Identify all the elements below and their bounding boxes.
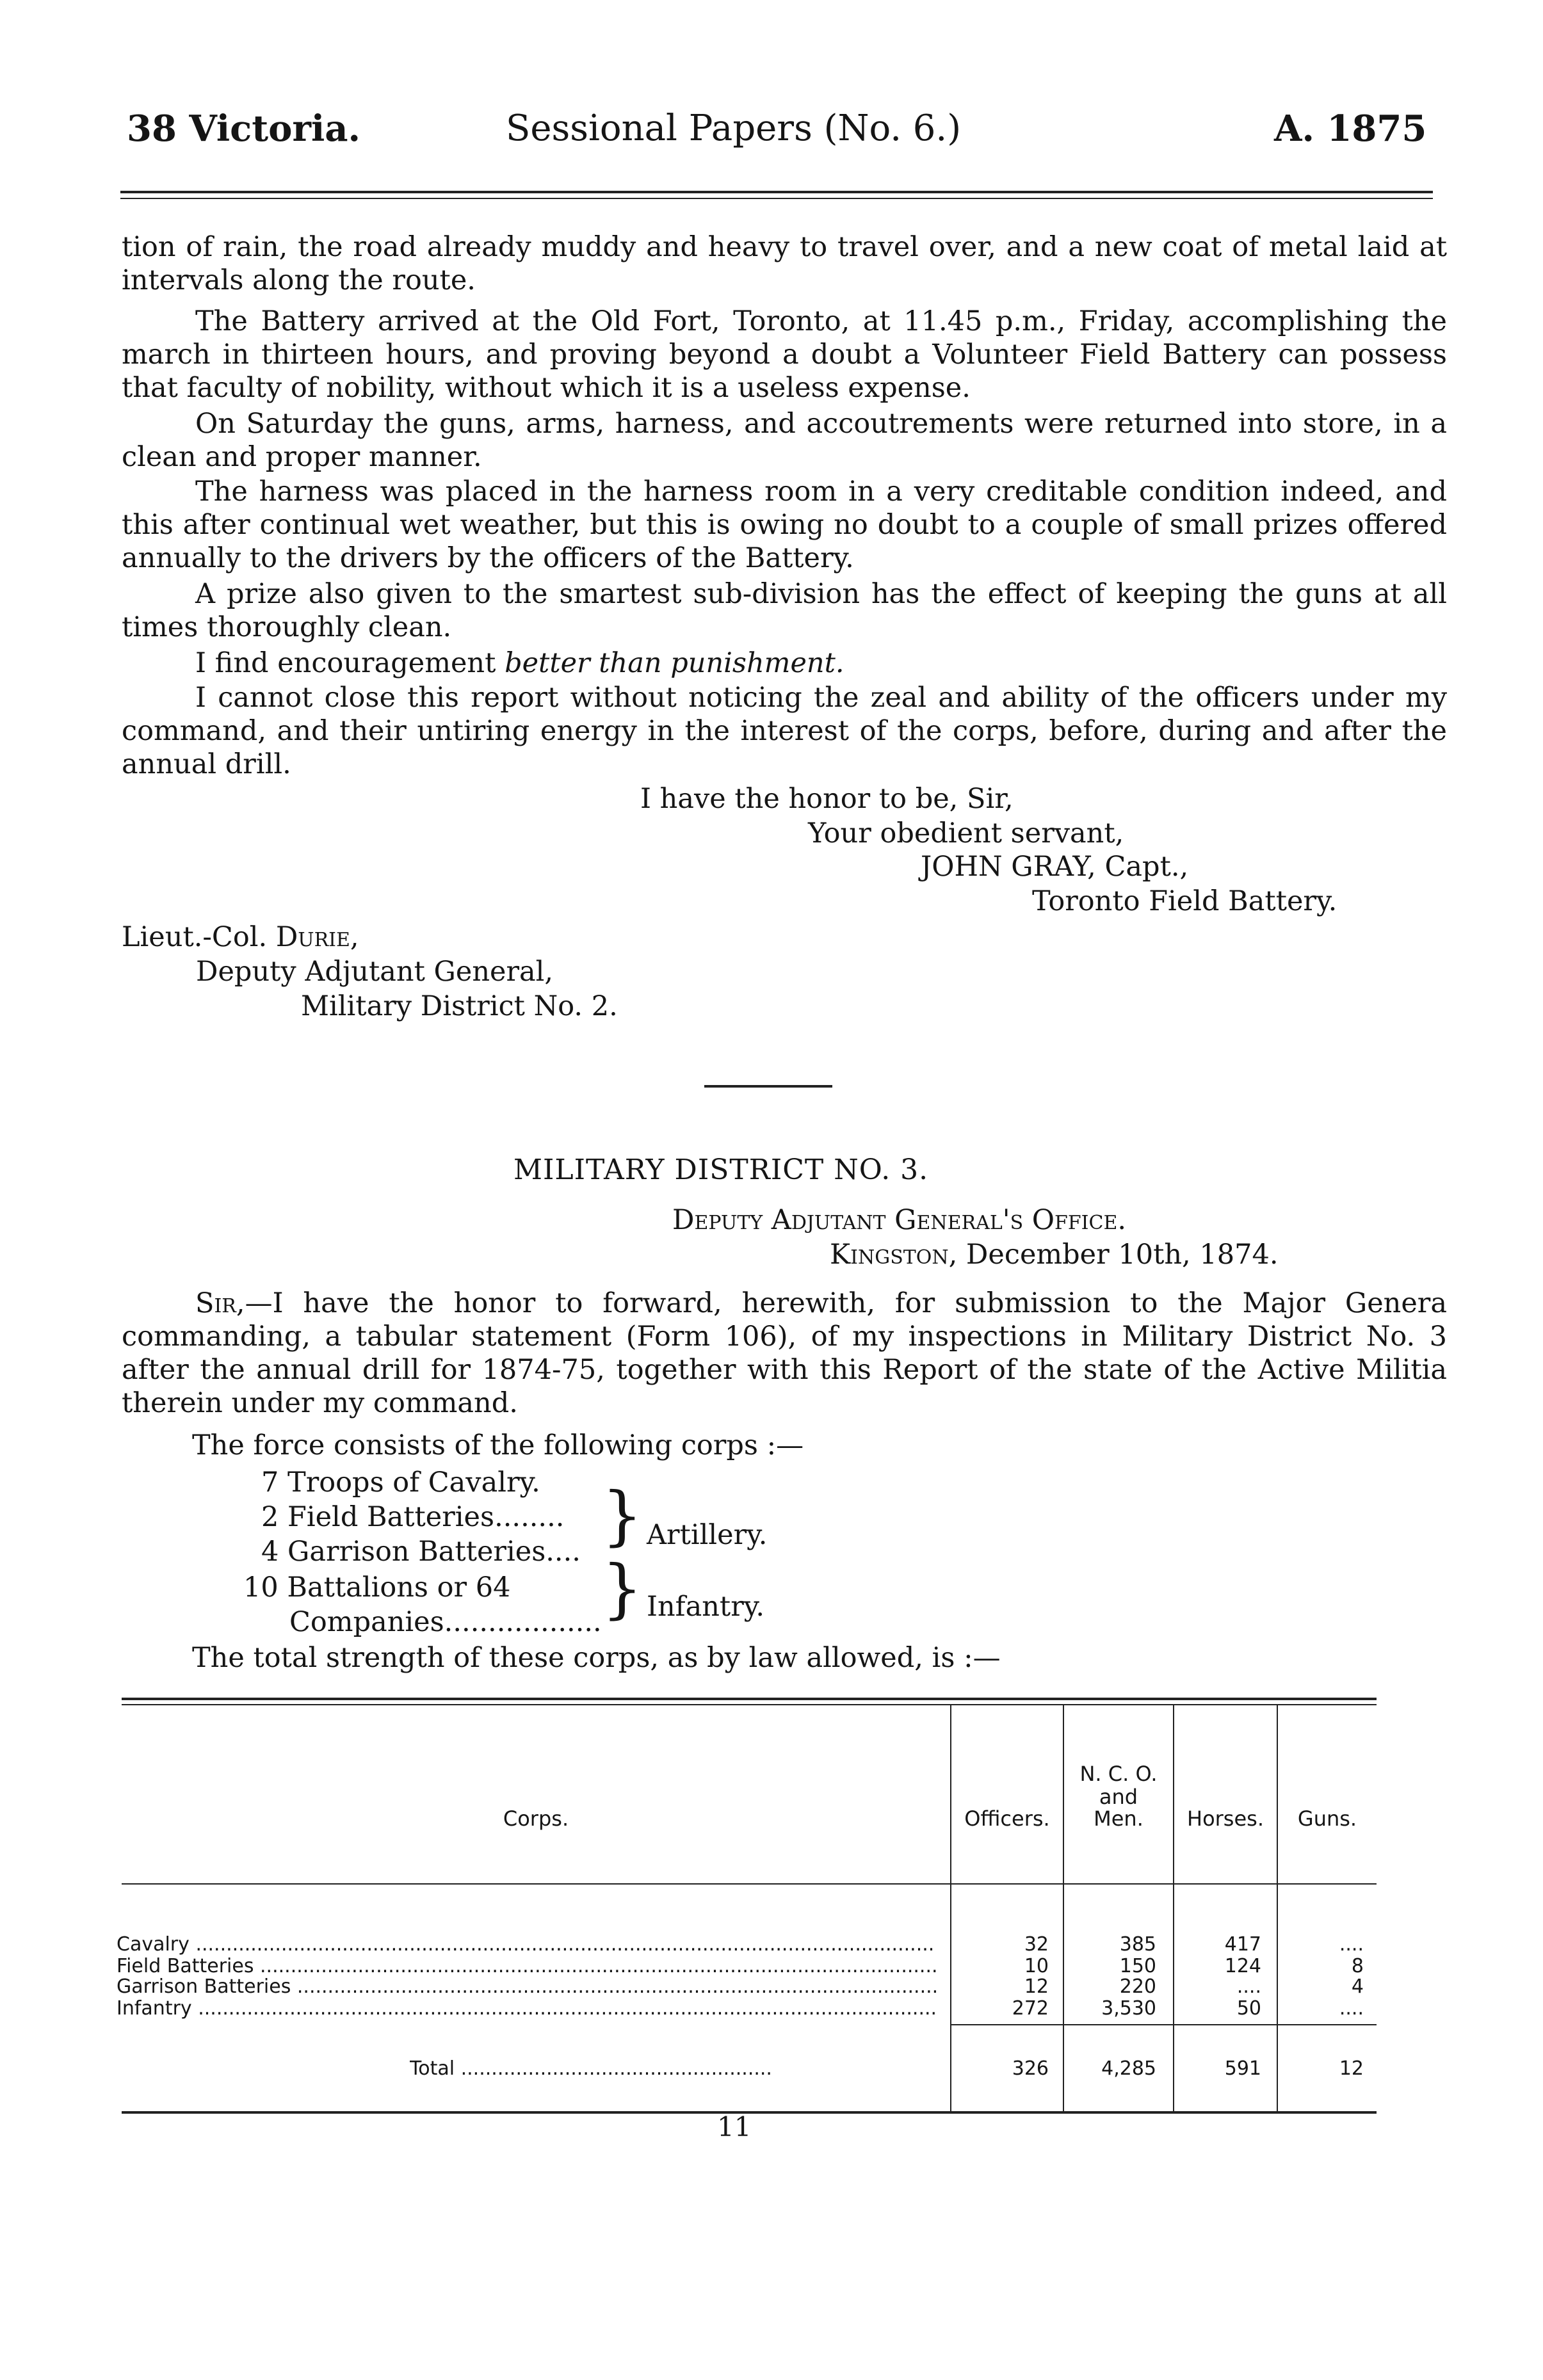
table-top-rule — [122, 1698, 1377, 1700]
corps-companies: Companies.................. — [289, 1606, 602, 1638]
signoff-honor: I have the honor to be, Sir, — [640, 783, 1014, 815]
corps-garrison-batteries: 4 Garrison Batteries.... — [261, 1536, 581, 1568]
addressee-surname: Durie, — [275, 921, 359, 953]
section-date: December 10th, 1874. — [957, 1239, 1279, 1271]
letter-paragraph-intro — [122, 1287, 1447, 1420]
paragraph-rain: tion of rain, the road already muddy and heavy to travel over, and a new coat of metal laid at intervals along the route. — [122, 231, 1447, 296]
addressee-name — [122, 921, 359, 954]
artillery-brace: } — [602, 1478, 643, 1553]
table-col-divider — [950, 1704, 951, 2111]
encouragement-italic: better than punishment. — [505, 647, 844, 679]
header-session: 38 Victoria. — [127, 108, 361, 150]
col-header-officers: Officers. — [964, 1806, 1050, 1831]
corps-artillery-label: Artillery. — [647, 1519, 768, 1551]
section-dateline — [830, 1238, 1278, 1271]
section-title: MILITARY DISTRICT NO. 3. — [513, 1154, 929, 1186]
table-cell-officers: 12 — [1024, 1975, 1049, 1998]
table-cell-guns: .... — [1339, 1997, 1364, 2020]
table-row-label: Garrison Batteries ..... — [117, 1977, 936, 1997]
table-top-rule-thin — [122, 1704, 1377, 1705]
corps-field-batteries: 2 Field Batteries........ — [261, 1501, 565, 1533]
table-total-label: Total ................................................... — [410, 2059, 772, 2079]
letter-intro-text: —I have the honor to forward, herewith, for submission to the Major Genera commanding, a tabular statement (Form 106), of my inspections in Military District No. 3 after the annual drill for 1874-75, together with this Report of the state of the Active Militia therein under my command. — [122, 1287, 1447, 1419]
letter-force-intro: The force consists of the following corps :— — [192, 1429, 804, 1461]
table-total-guns: 12 — [1339, 2057, 1364, 2080]
table-cell-nco: 385 — [1119, 1933, 1156, 1956]
total-label-text: Total — [410, 2059, 455, 2079]
table-total-officers: 326 — [1012, 2057, 1049, 2080]
corps-battalions: 10 Battalions or 64 — [243, 1572, 511, 1604]
table-cell-nco: 150 — [1119, 1955, 1156, 1977]
col-header-nco-2: and — [1099, 1785, 1138, 1809]
table-col-divider — [1173, 1704, 1174, 2111]
addressee-rank: Lieut.-Col. — [122, 921, 276, 953]
table-cell-nco: 3,530 — [1101, 1997, 1156, 2020]
paragraph-harness: The harness was placed in the harness room in a very creditable condition indeed, and this after continual wet weather, but this is owing no doubt to a couple of small prizes offered annually to the drivers by the officers of the Battery. — [122, 476, 1447, 574]
col-header-guns: Guns. — [1297, 1806, 1357, 1831]
table-cell-guns: .... — [1339, 1933, 1364, 1956]
paragraph-prize: A prize also given to the smartest sub-division has the effect of keeping the guns at all times thoroughly clean. — [122, 578, 1447, 643]
col-header-corps: Corps. — [503, 1806, 569, 1831]
header-rule — [120, 191, 1433, 193]
encouragement-text: I find encouragement — [195, 647, 505, 679]
corps-cavalry: 7 Troops of Cavalry. — [261, 1467, 540, 1499]
addressee-district: Military District No. 2. — [301, 990, 618, 1022]
paragraph-saturday: On Saturday the guns, arms, harness, and accoutrements were returned into store, in a clean and proper manner. — [122, 408, 1447, 473]
table-cell-nco: 220 — [1119, 1975, 1156, 1998]
table-header-rule — [122, 1883, 1377, 1885]
table-total-horses: 591 — [1224, 2057, 1261, 2080]
signoff-servant: Your obedient servant, — [808, 817, 1124, 849]
page-number: 11 — [717, 2111, 752, 2143]
table-cell-officers: 32 — [1024, 1933, 1049, 1956]
section-office: Deputy Adjutant General's Office. — [672, 1204, 1127, 1236]
corps-infantry-label: Infantry. — [647, 1591, 765, 1623]
table-row-label: Cavalry ..... — [117, 1934, 936, 1955]
table-cell-guns: 4 — [1351, 1975, 1364, 1998]
table-cell-horses: 417 — [1224, 1933, 1261, 1956]
col-header-nco-3: Men. — [1094, 1806, 1143, 1831]
table-cell-horses: .... — [1236, 1975, 1261, 1998]
section-place: Kingston, — [830, 1239, 958, 1271]
col-header-horses: Horses. — [1187, 1806, 1264, 1831]
paragraph-closing: I cannot close this report without noticing the zeal and ability of the officers under my command, and their untiring energy in the interest of the corps, before, during and after the annual drill. — [122, 682, 1447, 780]
header-year: A. 1875 — [1274, 108, 1427, 150]
table-cell-horses: 124 — [1224, 1955, 1261, 1977]
signoff-name: JOHN GRAY, Capt., — [921, 851, 1189, 883]
section-separator — [704, 1085, 832, 1088]
table-total-rule — [950, 2024, 1377, 2025]
letter-total-strength: The total strength of these corps, as by law allowed, is :— — [192, 1642, 1001, 1674]
signoff-unit: Toronto Field Battery. — [1032, 885, 1337, 917]
table-row-label: Field Batteries ..... — [117, 1956, 936, 1977]
paragraph-battery-arrived: The Battery arrived at the Old Fort, Toronto, at 11.45 p.m., Friday, accomplishing the march in thirteen hours, and proving beyond a doubt a Volunteer Field Battery can possess that faculty of nobility, without which it is a useless expense. — [122, 305, 1447, 404]
table-cell-guns: 8 — [1351, 1955, 1364, 1977]
paragraph-encouragement — [122, 647, 1447, 680]
addressee-title: Deputy Adjutant General, — [196, 956, 554, 988]
letter-salutation: Sir, — [195, 1287, 245, 1319]
table-total-nco: 4,285 — [1101, 2057, 1156, 2080]
col-header-nco-1: N. C. O. — [1079, 1762, 1158, 1786]
table-row-label: Infantry ..... — [117, 1998, 936, 2019]
table-cell-officers: 272 — [1012, 1997, 1049, 2020]
table-cell-horses: 50 — [1236, 1997, 1261, 2020]
table-col-divider — [1277, 1704, 1278, 2111]
table-cell-officers: 10 — [1024, 1955, 1049, 1977]
header-title: Sessional Papers (No. 6.) — [506, 108, 962, 149]
header-rule-thin — [120, 198, 1433, 199]
infantry-brace: } — [602, 1551, 643, 1626]
